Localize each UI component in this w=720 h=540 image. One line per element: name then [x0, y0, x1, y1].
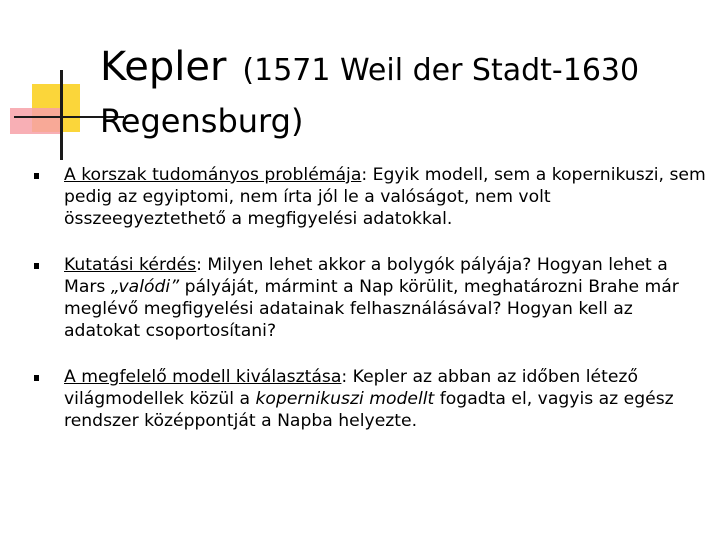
title-line-2: Regensburg): [100, 102, 304, 140]
bullet-text: pályáját, mármint a Nap körülit, meghatározni Brahe már meglévő megfigyelési adatainak felhasználásával? Hogyan kell az adatokat csoportosítani?: [64, 277, 679, 341]
bullet-lead: A korszak tudományos problémája: [64, 165, 362, 185]
bullet-marker: [34, 173, 39, 179]
bullet-text: : Milyen lehet akkor a bolygók pályája? Hogyan lehet a Mars: [64, 255, 668, 297]
bullet-list: [34, 164, 706, 432]
bullet-lead: A megfelelő modell kiválasztása: [64, 367, 342, 387]
bullet-marker: [34, 375, 39, 381]
decorative-pink-rectangle: [10, 108, 62, 134]
title-dates: (1571 Weil der Stadt-1630: [242, 53, 640, 88]
title-line-1: [100, 44, 710, 94]
bullet-item: [34, 164, 706, 230]
slide-title: [100, 44, 710, 144]
bullet-lead: Kutatási kérdés: [64, 255, 197, 275]
bullet-item: [34, 254, 706, 342]
bullet-marker: [34, 263, 39, 269]
bullet-text: : Kepler az abban az időben létező világmodellek közül a: [64, 367, 638, 409]
bullet-italic: kopernikuszi modellt: [255, 389, 435, 409]
bullet-item: [34, 366, 706, 432]
bullet-italic: „valódi”: [110, 277, 180, 297]
title-name: Kepler: [100, 44, 227, 90]
bullet-text: : Egyik modell, sem a kopernikuszi, sem pedig az egyiptomi, nem írta jól le a valóságot, nem volt összeegyeztethető a megfigyelési adatokkal.: [64, 165, 706, 229]
decorative-vertical-line: [60, 70, 63, 160]
bullet-text: fogadta el, vagyis az egész rendszer középpontját a Napba helyezte.: [64, 389, 674, 431]
